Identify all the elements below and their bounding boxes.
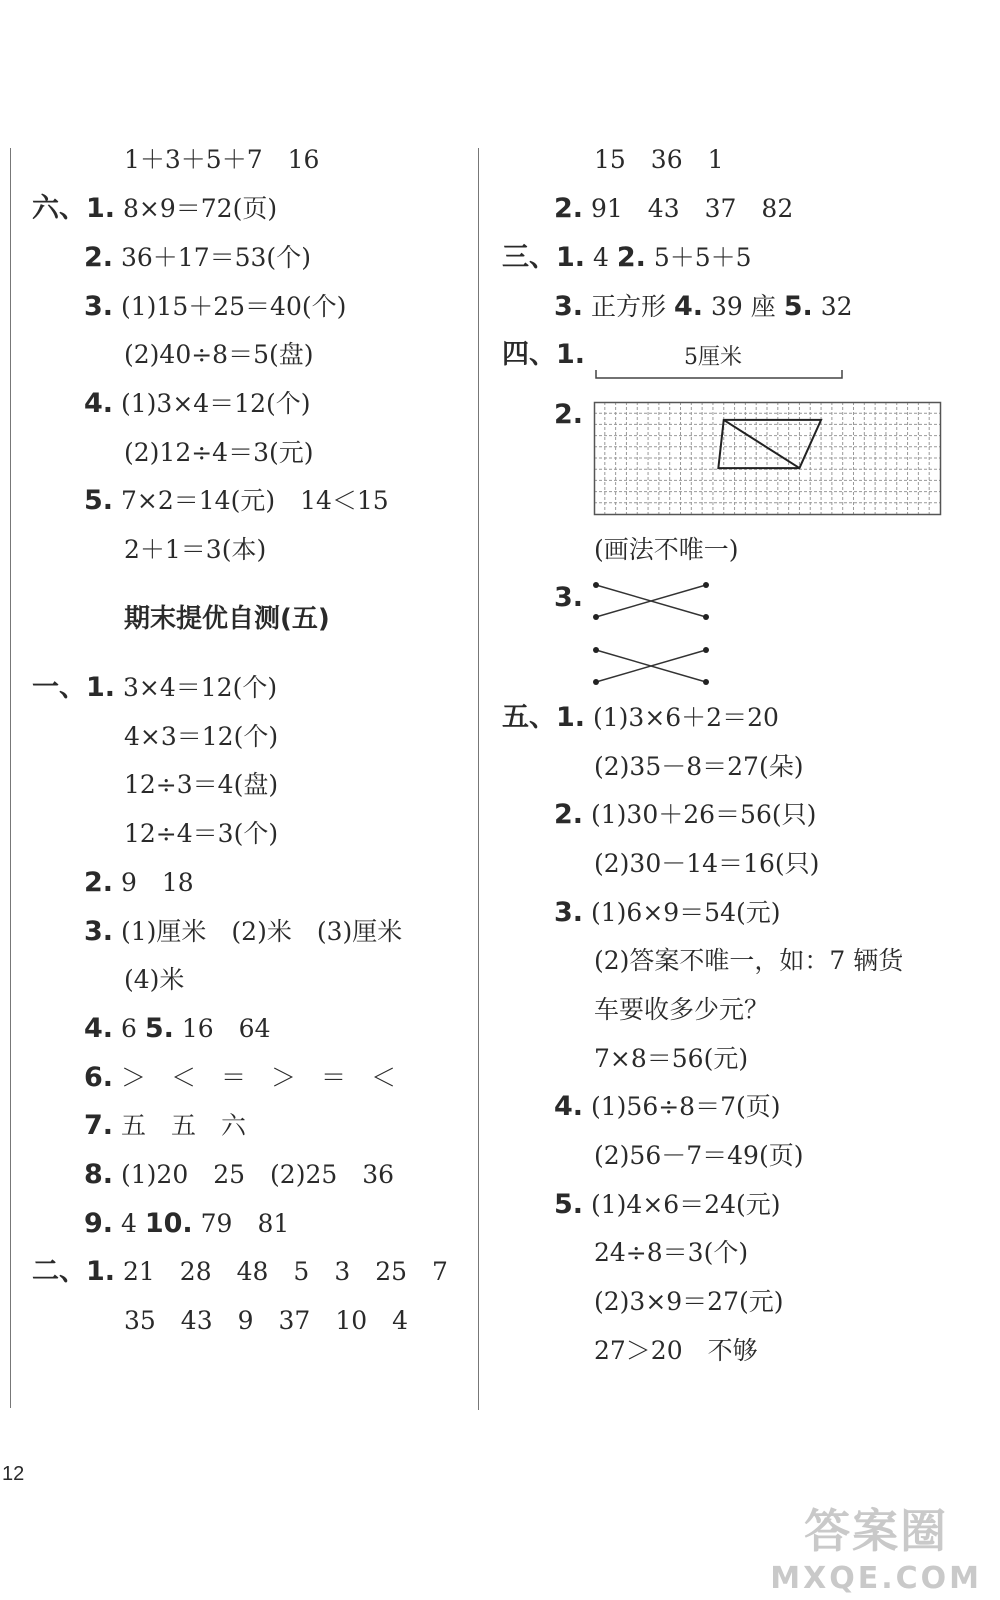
answer-line: (2)30－14＝16(只): [594, 849, 820, 878]
answer-line: 4. (1)3×4＝12(个): [84, 388, 311, 419]
answer-line: 3. 正方形 4. 39 座 5. 32: [554, 291, 853, 322]
question-number: 5.: [783, 291, 813, 322]
answer-line: 3. (1)6×9＝54(元): [554, 897, 781, 928]
question-number: 9.: [84, 1208, 114, 1239]
question-number: 10.: [144, 1208, 193, 1239]
answer-line: (2)12÷4＝3(元): [124, 438, 314, 467]
answer-line: 5. 7×2＝14(元) 14＜15: [84, 485, 389, 516]
watermark-logo: [770, 1495, 982, 1596]
answer-line: 12÷4＝3(个): [124, 819, 279, 848]
answer-line: 9. 4 10. 79 81: [84, 1208, 290, 1239]
question-number: 三、1.: [502, 242, 586, 273]
dot: [593, 679, 599, 685]
question-number: 2.: [84, 867, 114, 898]
question-number: 一、1.: [32, 672, 116, 703]
answer-line: (画法不唯一): [594, 535, 739, 564]
answer-line: 35 43 9 37 10 4: [124, 1306, 409, 1335]
answer-line: 车要收多少元？: [594, 995, 770, 1024]
answer-line: 12÷3＝4(盘): [124, 770, 279, 799]
ruler-label: 5厘米: [684, 345, 742, 370]
answer-line: (4)米: [124, 965, 185, 994]
question-number: 四、1.: [502, 339, 586, 370]
dot: [703, 582, 709, 588]
question-number: 5.: [144, 1013, 174, 1044]
dot: [593, 582, 599, 588]
watermark-text: 答案圈: [804, 1504, 949, 1558]
dot: [703, 647, 709, 653]
answer-line: 五、1. (1)3×6＋2＝20: [502, 702, 779, 733]
answer-line: 27＞20 不够: [594, 1336, 758, 1365]
answer-line: 15 36 1: [594, 145, 724, 174]
question-number: 2.: [554, 399, 584, 430]
answer-line: (2)3×9＝27(元): [594, 1287, 784, 1316]
answer-line: 2. 91 43 37 82: [554, 193, 794, 224]
answer-line: 3. (1)15＋25＝40(个): [84, 291, 347, 322]
question-number: 6.: [84, 1062, 114, 1093]
answer-line: 二、1. 21 28 48 5 3 25 7: [32, 1256, 448, 1287]
answer-line: 5. (1)4×6＝24(元): [554, 1189, 781, 1220]
question-number: 2.: [554, 799, 584, 830]
answer-line: 8. (1)20 25 (2)25 36: [84, 1159, 395, 1190]
answer-line: 六、1. 8×9＝72(页): [32, 193, 278, 224]
dot: [703, 614, 709, 620]
question-number: 4.: [673, 291, 704, 322]
page-number: 12: [2, 1463, 25, 1485]
answer-line: 24÷8＝3(个): [594, 1238, 749, 1267]
answer-line: 4×3＝12(个): [124, 722, 279, 751]
watermark-url: MXQE.COM: [770, 1561, 982, 1596]
section-title: 期末提优自测(五): [124, 604, 330, 634]
question-number: 六、1.: [32, 193, 116, 224]
question-number: 4.: [84, 388, 114, 419]
question-number: 3.: [554, 897, 584, 928]
question-number: 2.: [84, 242, 114, 273]
dot: [593, 614, 599, 620]
answer-line: (2)56－7＝49(页): [594, 1141, 804, 1170]
answer-line: 6. ＞ ＜ ＝ ＞ ＝ ＜: [84, 1062, 397, 1093]
dot: [593, 647, 599, 653]
answer-line: 2. 9 18: [84, 867, 194, 898]
question-number: 3.: [554, 291, 584, 322]
question-number: 5.: [554, 1189, 584, 1220]
question-number: 4.: [84, 1013, 114, 1044]
question-number: 4.: [554, 1091, 584, 1122]
answer-line: 4. (1)56÷8＝7(页): [554, 1091, 781, 1122]
answer-line: 2. (1)30＋26＝56(只): [554, 799, 817, 830]
answer-line: 2＋1＝3(本): [124, 535, 267, 564]
question-number: 3.: [554, 582, 584, 613]
answer-line: 三、1. 4 2. 5＋5＋5: [502, 242, 752, 273]
answer-line: 7. 五 五 六: [84, 1110, 247, 1141]
dot: [703, 679, 709, 685]
answer-line: 2. 36＋17＝53(个): [84, 242, 311, 273]
question-number: 3.: [84, 916, 114, 947]
answer-line: 一、1. 3×4＝12(个): [32, 672, 278, 703]
question-number: 3.: [84, 291, 114, 322]
answer-line: (2)40÷8＝5(盘): [124, 340, 314, 369]
answer-line: 4. 6 5. 16 64: [84, 1013, 271, 1044]
question-number: 二、1.: [32, 1256, 116, 1287]
answer-line: (2)35－8＝27(朵): [594, 752, 804, 781]
question-number: 5.: [84, 485, 114, 516]
question-number: 2.: [616, 242, 646, 273]
question-number: 7.: [84, 1110, 114, 1141]
question-number: 五、1.: [502, 702, 586, 733]
question-number: 8.: [84, 1159, 114, 1190]
question-number: 2.: [554, 193, 584, 224]
answer-line: (2)答案不唯一，如：7 辆货: [594, 946, 904, 975]
answer-line: 3. (1)厘米 (2)米 (3)厘米: [84, 916, 403, 947]
answer-line: 7×8＝56(元): [594, 1044, 749, 1073]
answer-line: 1＋3＋5＋7 16: [124, 145, 320, 174]
